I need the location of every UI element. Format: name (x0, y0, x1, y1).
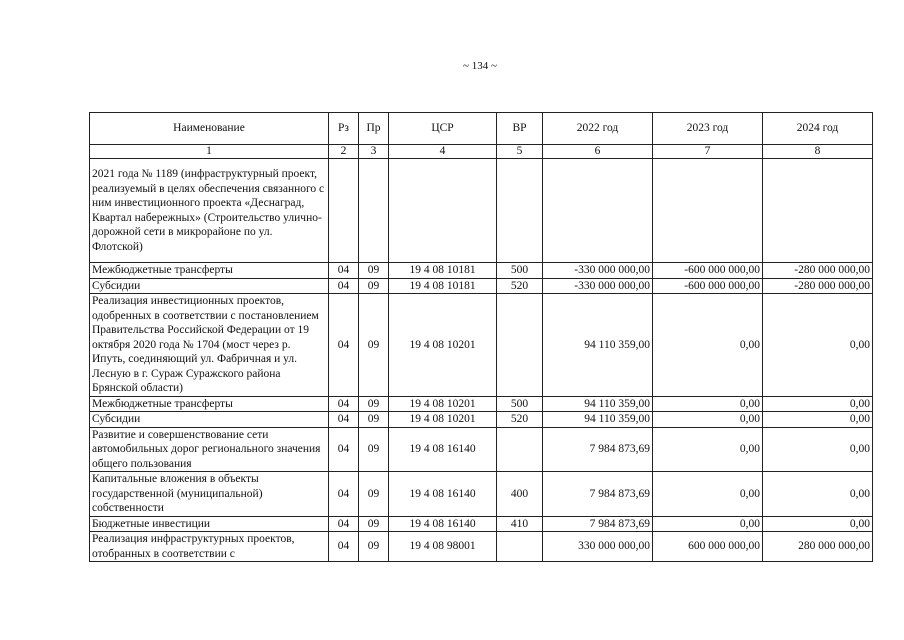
row-vr (497, 294, 543, 397)
header-2024: 2024 год (763, 113, 873, 145)
row-2024: -280 000 000,00 (763, 263, 873, 279)
row-2023: 0,00 (653, 427, 763, 472)
row-vr: 500 (497, 396, 543, 412)
row-2022: -330 000 000,00 (543, 263, 653, 279)
row-csr (389, 159, 497, 263)
header-rz: Рз (329, 113, 359, 145)
row-vr (497, 532, 543, 562)
row-2023: 0,00 (653, 472, 763, 517)
row-2024: 0,00 (763, 396, 873, 412)
row-vr: 520 (497, 412, 543, 428)
row-csr: 19 4 08 16140 (389, 516, 497, 532)
table-row (90, 427, 873, 472)
row-vr (497, 427, 543, 472)
row-pr: 09 (359, 396, 389, 412)
row-csr: 19 4 08 10201 (389, 412, 497, 428)
table-row (90, 263, 873, 279)
table-row (90, 412, 873, 428)
header-2023: 2023 год (653, 113, 763, 145)
row-name: Капитальные вложения в объекты государственной (муниципальной) собственности (90, 472, 329, 517)
column-number: 5 (497, 145, 543, 159)
header-csr: ЦСР (389, 113, 497, 145)
row-2023: 0,00 (653, 516, 763, 532)
row-rz: 04 (329, 532, 359, 562)
row-pr: 09 (359, 516, 389, 532)
column-number: 7 (653, 145, 763, 159)
row-2023: 0,00 (653, 412, 763, 428)
table-row (90, 294, 873, 397)
row-2023: -600 000 000,00 (653, 278, 763, 294)
row-2024: 0,00 (763, 412, 873, 428)
row-name: Развитие и совершенствование сети автомобильных дорог регионального значения общего пользования (90, 427, 329, 472)
row-vr (497, 159, 543, 263)
row-2022: 7 984 873,69 (543, 472, 653, 517)
row-2024: 280 000 000,00 (763, 532, 873, 562)
table-row (90, 472, 873, 517)
table-row (90, 532, 873, 562)
row-2024: -280 000 000,00 (763, 278, 873, 294)
row-rz: 04 (329, 263, 359, 279)
row-2022: 330 000 000,00 (543, 532, 653, 562)
row-pr: 09 (359, 532, 389, 562)
header-name: Наименование (90, 113, 329, 145)
row-2023: -600 000 000,00 (653, 263, 763, 279)
header-vr: ВР (497, 113, 543, 145)
header-pr: Пр (359, 113, 389, 145)
column-number: 1 (90, 145, 329, 159)
row-2022: 94 110 359,00 (543, 396, 653, 412)
table-row (90, 278, 873, 294)
row-2022: -330 000 000,00 (543, 278, 653, 294)
row-2024 (763, 159, 873, 263)
page-number: ~ 134 ~ (463, 60, 497, 72)
column-number: 4 (389, 145, 497, 159)
row-pr: 09 (359, 412, 389, 428)
row-vr: 520 (497, 278, 543, 294)
row-vr: 410 (497, 516, 543, 532)
row-csr: 19 4 08 98001 (389, 532, 497, 562)
row-rz: 04 (329, 396, 359, 412)
row-name: Субсидии (90, 278, 329, 294)
row-pr: 09 (359, 278, 389, 294)
row-2023 (653, 159, 763, 263)
row-rz: 04 (329, 294, 359, 397)
row-name: Межбюджетные трансферты (90, 396, 329, 412)
column-number: 8 (763, 145, 873, 159)
row-2024: 0,00 (763, 516, 873, 532)
row-csr: 19 4 08 10201 (389, 396, 497, 412)
row-csr: 19 4 08 10201 (389, 294, 497, 397)
column-number-row (90, 145, 873, 159)
column-number: 2 (329, 145, 359, 159)
row-2023: 600 000 000,00 (653, 532, 763, 562)
row-2023: 0,00 (653, 396, 763, 412)
row-2024: 0,00 (763, 294, 873, 397)
table-row (90, 516, 873, 532)
row-pr: 09 (359, 427, 389, 472)
row-rz: 04 (329, 472, 359, 517)
row-2022 (543, 159, 653, 263)
row-pr: 09 (359, 263, 389, 279)
row-2023: 0,00 (653, 294, 763, 397)
row-csr: 19 4 08 16140 (389, 472, 497, 517)
row-pr: 09 (359, 294, 389, 397)
row-pr: 09 (359, 472, 389, 517)
header-2022: 2022 год (543, 113, 653, 145)
row-2022: 94 110 359,00 (543, 294, 653, 397)
header-row (90, 113, 873, 145)
row-csr: 19 4 08 16140 (389, 427, 497, 472)
row-name: Бюджетные инвестиции (90, 516, 329, 532)
row-csr: 19 4 08 10181 (389, 278, 497, 294)
row-pr (359, 159, 389, 263)
row-2024: 0,00 (763, 472, 873, 517)
row-vr: 500 (497, 263, 543, 279)
row-2022: 7 984 873,69 (543, 427, 653, 472)
column-number: 6 (543, 145, 653, 159)
row-vr: 400 (497, 472, 543, 517)
row-2024: 0,00 (763, 427, 873, 472)
row-name: Реализация инвестиционных проектов, одобренных в соответствии с постановлением Правительства Российской Федерации от 19 октября 2020 года № 1704 (мост через р. Ипуть, соединяющий ул. Фабричная и ул. Лесную в г. Сураж Суражского района Брянской области) (90, 294, 329, 397)
row-rz: 04 (329, 427, 359, 472)
row-name: Межбюджетные трансферты (90, 263, 329, 279)
table-row (90, 159, 873, 263)
row-rz (329, 159, 359, 263)
row-rz: 04 (329, 516, 359, 532)
column-number: 3 (359, 145, 389, 159)
row-2022: 94 110 359,00 (543, 412, 653, 428)
table-row (90, 396, 873, 412)
row-name: Субсидии (90, 412, 329, 428)
row-2022: 7 984 873,69 (543, 516, 653, 532)
row-rz: 04 (329, 278, 359, 294)
row-name: Реализация инфраструктурных проектов, отобранных в соответствии с (90, 532, 329, 562)
row-rz: 04 (329, 412, 359, 428)
row-name: 2021 года № 1189 (инфраструктурный проект, реализуемый в целях обеспечения связанного с ним инвестиционного проекта «Деснаград, Квартал набережных» (Строительство улично-дорожной сети в микрорайоне по ул. Флотской) (90, 159, 329, 263)
row-csr: 19 4 08 10181 (389, 263, 497, 279)
budget-table (89, 112, 873, 562)
